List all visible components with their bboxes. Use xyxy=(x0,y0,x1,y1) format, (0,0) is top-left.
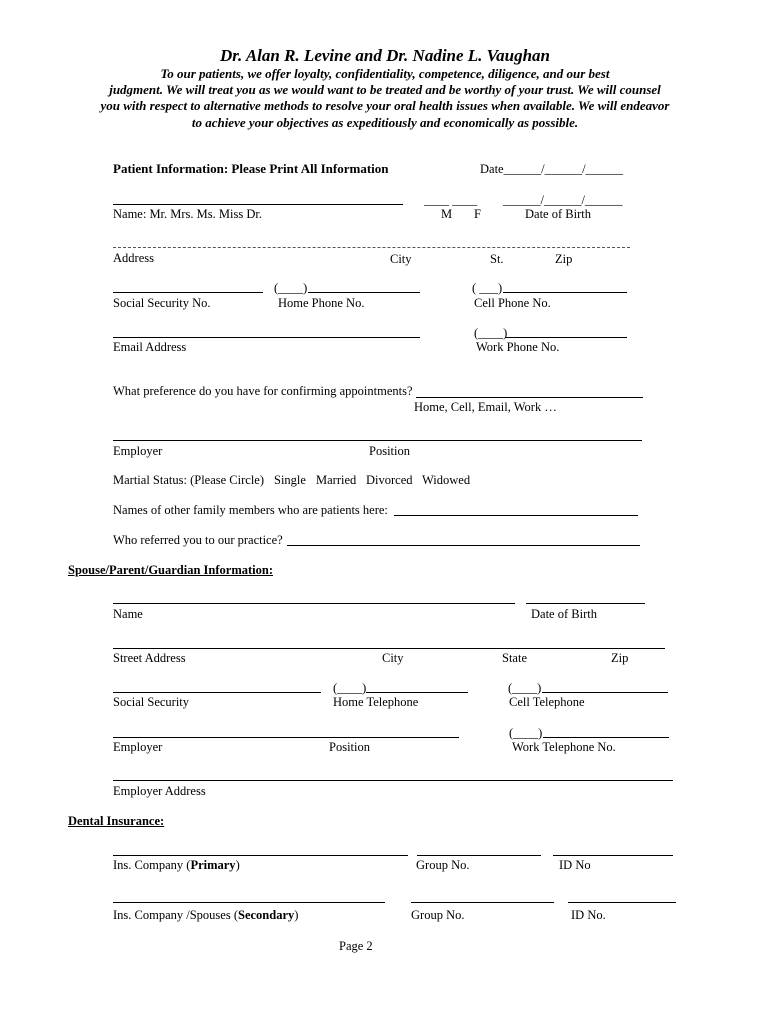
female-label: F xyxy=(474,207,481,221)
employer-address-label: Employer Address xyxy=(113,784,206,798)
family-members-label: Names of other family members who are patients here: xyxy=(113,503,388,517)
spouse-state-label: State xyxy=(502,651,527,665)
dob-label: Date of Birth xyxy=(525,207,591,221)
spouse-ssn-field[interactable] xyxy=(113,692,321,693)
home-phone-label: Home Phone No. xyxy=(278,296,365,310)
secondary-company-label: Ins. Company /Spouses (Secondary) xyxy=(113,908,299,922)
referral-field[interactable] xyxy=(287,545,640,546)
primary-group-field[interactable] xyxy=(417,855,541,856)
spouse-work-field[interactable] xyxy=(543,737,669,738)
employer-field[interactable] xyxy=(113,440,642,441)
mission-line-3: you with respect to alternative methods to resolve your oral health issues when available. We will endeavor xyxy=(100,98,670,113)
marital-option-widowed[interactable]: Widowed xyxy=(422,473,471,487)
address-label: Address xyxy=(113,251,154,265)
marital-status-label: Martial Status: (Please Circle) xyxy=(113,473,265,487)
ssn-field[interactable] xyxy=(113,292,263,293)
work-phone-label: Work Phone No. xyxy=(476,340,560,354)
spouse-street-field[interactable] xyxy=(113,648,665,649)
employer-label: Employer xyxy=(113,444,163,458)
marital-option-married[interactable]: Married xyxy=(316,473,357,487)
address-field[interactable] xyxy=(113,247,630,248)
date-field[interactable]: Date______/______/______ xyxy=(480,162,624,176)
spouse-work-area-code[interactable]: (____) xyxy=(509,726,543,740)
marital-option-single[interactable]: Single xyxy=(274,473,306,487)
mission-line-4: to achieve your objectives as expeditiously and economically as possible. xyxy=(191,115,579,130)
cell-phone-label: Cell Phone No. xyxy=(474,296,551,310)
state-label: St. xyxy=(490,252,504,266)
primary-group-label: Group No. xyxy=(416,858,470,872)
name-field[interactable] xyxy=(113,204,403,205)
spouse-section-heading: Spouse/Parent/Guardian Information: xyxy=(68,563,273,577)
secondary-id-field[interactable] xyxy=(568,902,676,903)
spouse-ssn-label: Social Security xyxy=(113,695,190,709)
spouse-cell-label: Cell Telephone xyxy=(509,695,585,709)
secondary-id-label: ID No. xyxy=(571,908,606,922)
mission-line-1: To our patients, we offer loyalty, confidentiality, competence, diligence, and our best xyxy=(160,66,610,81)
referral-label: Who referred you to our practice? xyxy=(113,533,283,547)
work-phone-field[interactable] xyxy=(505,337,627,338)
sex-blanks[interactable]: ____ ____ xyxy=(424,193,478,207)
spouse-employer-field[interactable] xyxy=(113,737,459,738)
page-number: Page 2 xyxy=(339,939,373,953)
spouse-street-label: Street Address xyxy=(113,651,186,665)
primary-company-label: Ins. Company (Primary) xyxy=(113,858,240,872)
employer-address-field[interactable] xyxy=(113,780,673,781)
insurance-section-heading: Dental Insurance: xyxy=(68,814,165,828)
spouse-city-label: City xyxy=(382,651,404,665)
home-phone-field[interactable] xyxy=(308,292,420,293)
spouse-position-label: Position xyxy=(329,740,370,754)
spouse-home-field[interactable] xyxy=(366,692,468,693)
spouse-dob-label: Date of Birth xyxy=(531,607,597,621)
primary-id-label: ID No xyxy=(559,858,591,872)
zip-label: Zip xyxy=(555,252,573,266)
cell-phone-area-code[interactable]: ( ___) xyxy=(472,281,503,295)
spouse-cell-field[interactable] xyxy=(542,692,668,693)
marital-option-divorced[interactable]: Divorced xyxy=(366,473,413,487)
primary-id-field[interactable] xyxy=(553,855,673,856)
secondary-group-label: Group No. xyxy=(411,908,465,922)
confirm-preference-hint: Home, Cell, Email, Work … xyxy=(414,400,557,414)
patient-info-heading: Patient Information: Please Print All Information xyxy=(113,161,389,176)
cell-phone-field[interactable] xyxy=(503,292,627,293)
name-label: Name: Mr. Mrs. Ms. Miss Dr. xyxy=(113,207,262,221)
secondary-company-field[interactable] xyxy=(113,902,385,903)
spouse-name-label: Name xyxy=(113,607,143,621)
family-members-field[interactable] xyxy=(394,515,638,516)
spouse-work-label: Work Telephone No. xyxy=(512,740,616,754)
city-label: City xyxy=(390,252,412,266)
home-phone-area-code[interactable]: (____) xyxy=(274,281,308,295)
ssn-label: Social Security No. xyxy=(113,296,211,310)
spouse-zip-label: Zip xyxy=(611,651,629,665)
confirm-preference-field[interactable] xyxy=(416,397,643,398)
spouse-employer-label: Employer xyxy=(113,740,163,754)
primary-company-field[interactable] xyxy=(113,855,408,856)
spouse-name-field[interactable] xyxy=(113,603,515,604)
confirm-preference-label: What preference do you have for confirming appointments? xyxy=(113,384,413,398)
spouse-home-label: Home Telephone xyxy=(333,695,419,709)
spouse-cell-area-code[interactable]: (____) xyxy=(508,681,542,695)
email-field[interactable] xyxy=(113,337,420,338)
dob-field[interactable]: ______/______/______ xyxy=(503,193,623,207)
practice-title: Dr. Alan R. Levine and Dr. Nadine L. Vaughan xyxy=(220,46,550,65)
spouse-dob-field[interactable] xyxy=(526,603,645,604)
secondary-group-field[interactable] xyxy=(411,902,554,903)
male-label: M xyxy=(441,207,453,221)
work-phone-area-code[interactable]: (____) xyxy=(474,326,508,340)
email-label: Email Address xyxy=(113,340,187,354)
position-label: Position xyxy=(369,444,410,458)
spouse-home-area-code[interactable]: (____) xyxy=(333,681,367,695)
mission-line-2: judgment. We will treat you as we would want to be treated and be worthy of your trust. We will counsel xyxy=(109,82,661,97)
